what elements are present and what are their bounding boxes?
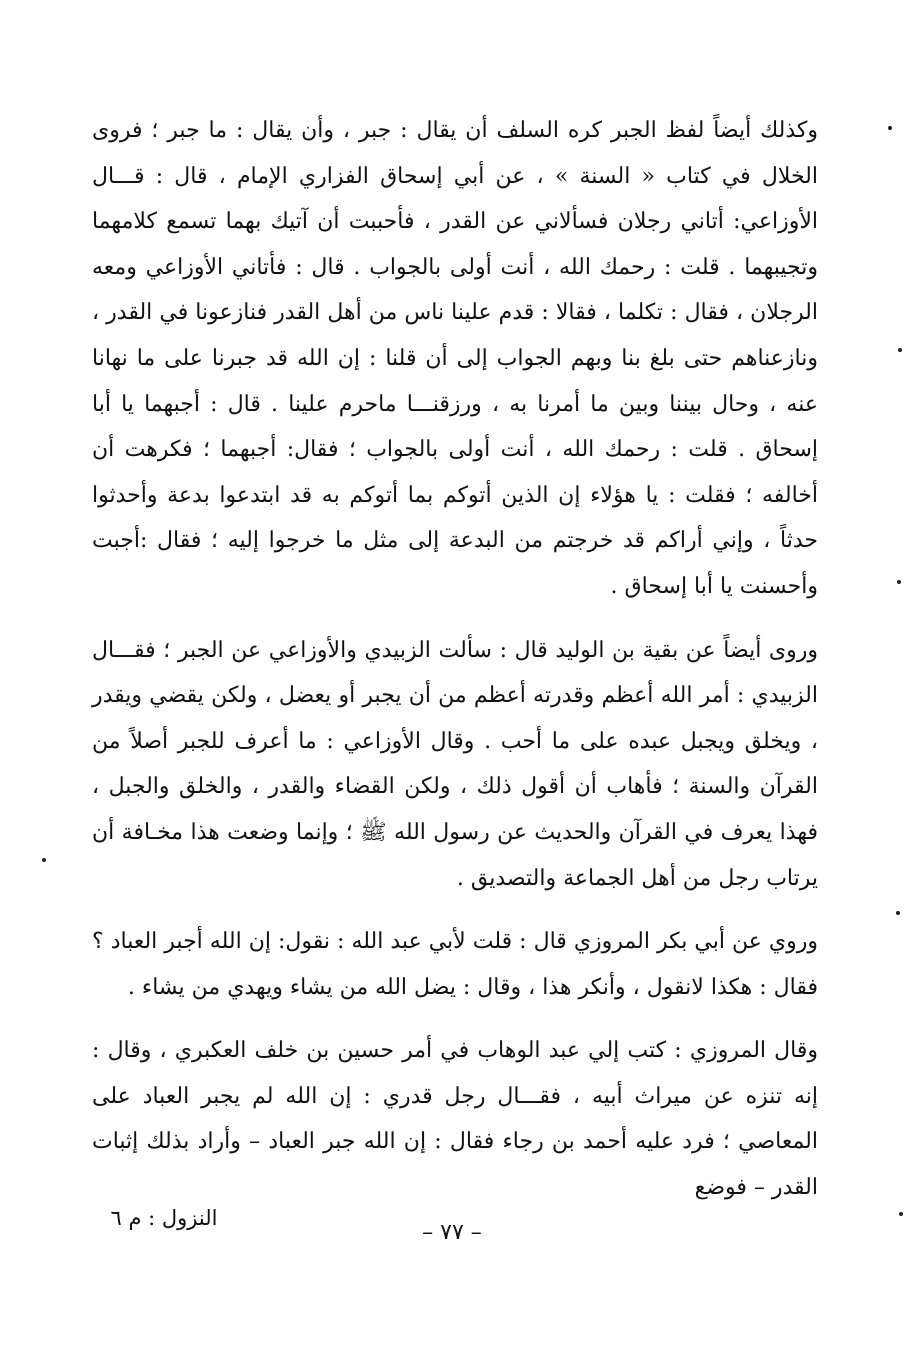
margin-dot (896, 911, 900, 915)
footer-signature: النزول : م ٦ (110, 1206, 218, 1230)
page-number: – ٧٧ – (422, 1220, 482, 1245)
paragraph-4: وقال المروزي : كتب إلي عبد الوهاب في أمر حسين بن خلف العكبري ، وقال : إنه تنزه عن ميراث أبيه ، فقـــال رجل قدري : إن الله لم يجبر العباد على المعاصي ؛ فرد عليه أحمد بن رجاء فقال : إن الله جبر العباد – وأراد بذلك إثبات القدر – فوضع (92, 1038, 818, 1201)
page-body (92, 108, 818, 1211)
paragraph-2: وروى أيضاً عن بقية بن الوليد قال : سألت الزبيدي والأوزاعي عن الجبر ؛ فقـــال الزبيدي : أمر الله أعظم وقدرته أعظم من أن يجبر أو يعضل ، ولكن يقضي ويقدر ، ويخلق ويجبل عبده على ما أحب . وقال الأوزاعي : ما أعرف للجبر أصلاً من القرآن والسنة ؛ فأهاب أن أقول ذلك ، ولكن القضاء والقدر ، والخلق والجبل ، فهذا يعرف في القرآن والحديث عن رسول الله ﷺ ؛ وإنما وضعت هذا مخـافة أن يرتاب رجل من أهل الجماعة والتصديق . (92, 637, 818, 891)
margin-dot (899, 1212, 903, 1216)
margin-dot (42, 858, 46, 862)
paragraph-1: وكذلك أيضاً لفظ الجبر كره السلف أن يقال : جبر ، وأن يقال : ما جبر ؛ فروى الخلال في كتاب « السنة » ، عن أبي إسحاق الفزاري الإمام ، قال : قـــال الأوزاعي: أتاني رجلان فسألاني عن القدر ، فأحببت أن آتيك بهما تسمع كلامهما وتجيبهما . قلت : رحمك الله ، أنت أولى بالجواب . قال : فأتاني الأوزاعي ومعه الرجلان ، فقال : تكلما ، فقالا : قدم علينا ناس من أهل القدر فنازعونا في القدر ، ونازعناهم حتى بلغ بنا وبهم الجواب إلى أن قلنا : إن الله قد جبرنا على ما نهانا عنه ، وحال بيننا وبين ما أمرنا به ، ورزقنـــا ماحرم علينا . قال : أجبهما يا أبا إسحاق . قلت : رحمك الله ، أنت أولى بالجواب ؛ فقال: أجبهما ؛ فكرهت أن أخالفه ؛ فقلت : يا هؤلاء إن الذين أتوكم بما أتوكم به قد ابتدعوا بدعة وأحدثوا حدثاً ، وإني أراكم قد خرجتم من البدعة إلى مثل ما خرجوا إليه ؛ فقال :أجبت وأحسنت يا أبا إسحاق . (92, 118, 818, 599)
paragraph-3: وروي عن أبي بكر المروزي قال : قلت لأبي عبد الله : نقول: إن الله أجبر العباد ؟ فقال : هكذا لانقول ، وأنكر هذا ، وقال : يضل الله من يشاء ويهدي من يشاء . (92, 929, 818, 1000)
margin-dot (898, 348, 902, 352)
margin-dot (897, 580, 901, 584)
margin-dot (888, 126, 892, 130)
